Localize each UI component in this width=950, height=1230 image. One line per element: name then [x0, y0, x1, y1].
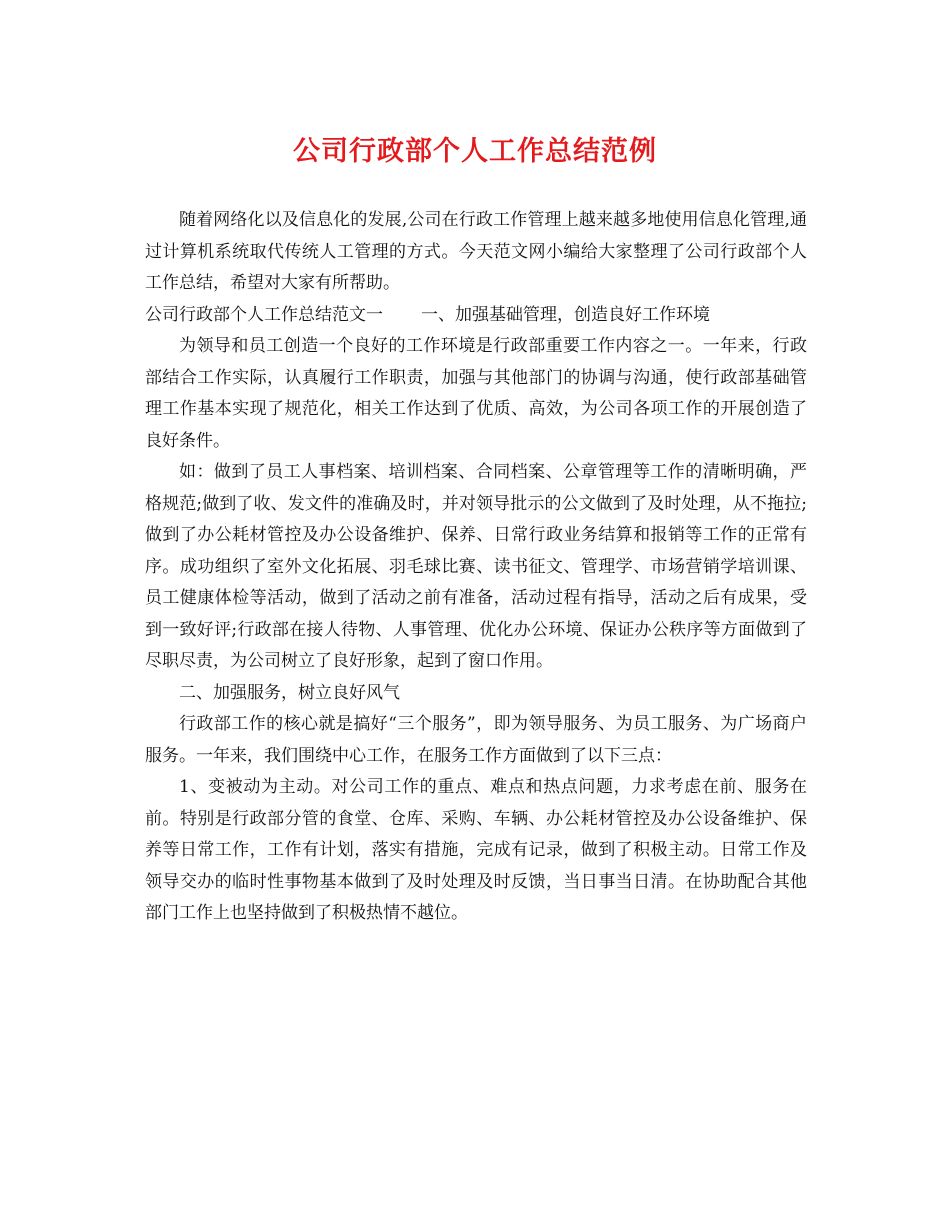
- sample-heading-line: [145, 300, 807, 332]
- section1-heading: 一、加强基础管理，创造良好工作环境: [421, 304, 710, 325]
- section2-paragraph-2: 1、变被动为主动。对公司工作的重点、难点和热点问题，力求考虑在前、服务在前。特别是行政部分管的食堂、仓库、采购、车辆、办公耗材管控及办公设备维护、保养等日常工作，工作有计划，落实有措施，完成有记录，做到了积极主动。日常工作及领导交办的临时性事物基本做到了及时处理及时反馈，当日事当日清。在协助配合其他部门工作上也坚持做到了积极热情不越位。: [145, 777, 807, 923]
- section1-paragraph-2: 如：做到了员工人事档案、培训档案、合同档案、公章管理等工作的清晰明确，严格规范;做到了收、发文件的准确及时，并对领导批示的公文做到了及时处理，从不拖拉;做到了办公耗材管控及办公设备维护、保养、日常行政业务结算和报销等工作的正常有序。成功组织了室外文化拓展、羽毛球比赛、读书征文、管理学、市场营销学培训课、员工健康体检等活动，做到了活动之前有准备，活动过程有指导，活动之后有成果，受到一致好评;行政部在接人待物、人事管理、优化办公环境、保证办公秩序等方面做到了尽职尽责，为公司树立了良好形象，起到了窗口作用。: [145, 462, 807, 671]
- document-body: [145, 205, 807, 930]
- document-title: 公司行政部个人工作总结范例: [293, 136, 657, 167]
- section2-heading: 二、加强服务，树立良好风气: [179, 682, 400, 703]
- section2-paragraph-1: 行政部工作的核心就是搞好“三个服务”，即为领导服务、为员工服务、为广场商户服务。一年来，我们围绕中心工作，在服务工作方面做到了以下三点：: [145, 714, 807, 766]
- section1-paragraph-1: 为领导和员工创造一个良好的工作环境是行政部重要工作内容之一。一年来，行政部结合工作实际，认真履行工作职责，加强与其他部门的协调与沟通，使行政部基础管理工作基本实现了规范化，相关工作达到了优质、高效，为公司各项工作的开展创造了良好条件。: [145, 336, 807, 451]
- intro-paragraph: 随着网络化以及信息化的发展,公司在行政工作管理上越来越多地使用信息化管理,通过计算机系统取代传统人工管理的方式。今天范文网小编给大家整理了公司行政部个人工作总结，希望对大家有所帮助。: [145, 210, 807, 293]
- sample-label: 公司行政部个人工作总结范文一: [145, 304, 383, 325]
